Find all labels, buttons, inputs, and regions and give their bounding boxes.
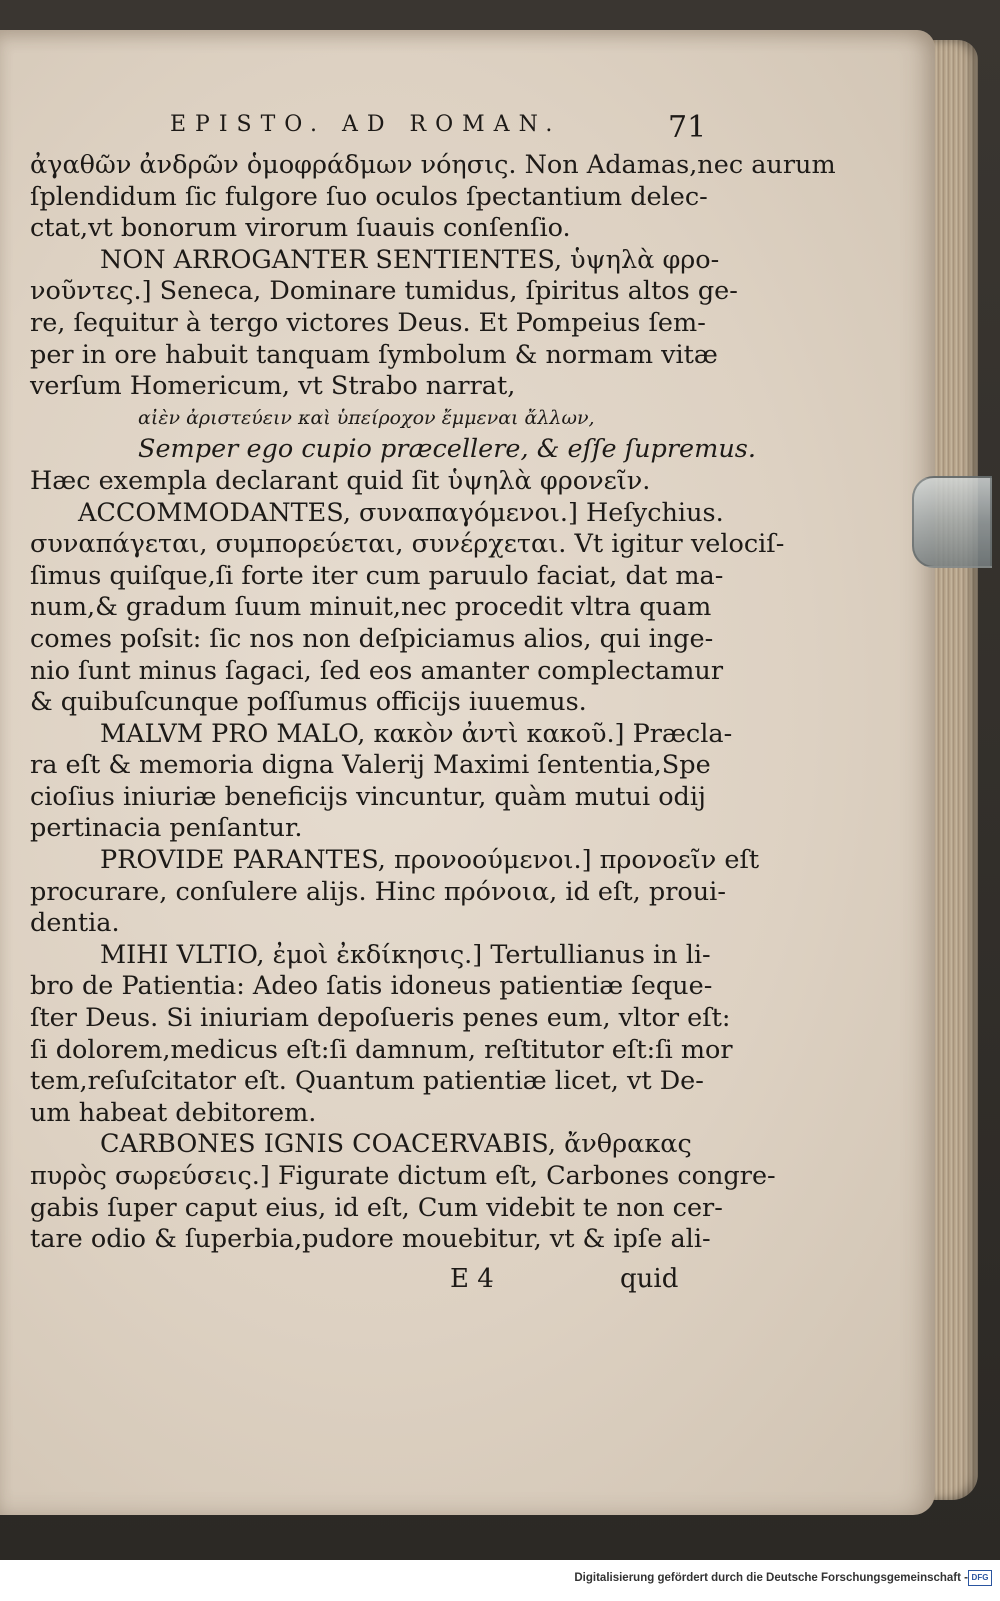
catchword: quid [620, 1264, 679, 1294]
glass-clamp [912, 476, 992, 568]
page-text [30, 150, 836, 1256]
text-line: gabis ſuper caput eius, id eſt, Cum videbit te non cer- [30, 1192, 723, 1223]
text-line: Hæc exempla declarant quid ſit ὑψηλὰ φρονεῖν. [30, 465, 651, 496]
dfg-logo: DFG [968, 1570, 992, 1586]
text-line: comes poſsit: ſic nos non deſpiciamus alios, qui inge- [30, 623, 714, 654]
text-line: ἀγαθῶν ἀνδρῶν ὁμοφράδμων νόησις. Non Adamas,nec aurum [30, 150, 836, 180]
page-number: 71 [668, 110, 707, 145]
text-line: ctat,vt bonorum virorum ſuauis conſenſio. [30, 213, 571, 244]
signature-mark: E 4 [450, 1264, 494, 1294]
text-line: συναπάγεται, συμπορεύεται, συνέρχεται. Vt igitur velociſ- [30, 529, 785, 560]
text-line: NON ARROGANTER SENTIENTES, ὑψηλὰ φρο- [100, 244, 720, 275]
text-line: per in ore habuit tanquam ſymbolum & normam vitæ [30, 339, 718, 370]
catchword-line [450, 1264, 678, 1294]
footer-credit: Digitalisierung gefördert durch die Deutsche Forschungsgemeinschaft - [574, 1572, 968, 1584]
text-line: νοῦντες.] Seneca, Dominare tumidus, ſpiritus altos ge- [30, 276, 738, 307]
text-line: pertinacia penſantur. [30, 813, 303, 844]
footer-bar [0, 1560, 1000, 1601]
text-line: ſimus quiſque,ſi forte iter cum paruulo faciat, dat ma- [30, 560, 724, 591]
text-line: PROVIDE PARANTES, προνοούμενοι.] προνοεῖν eſt [100, 845, 760, 876]
text-line: dentia. [30, 908, 120, 939]
text-line: ſter Deus. Si iniuriam depoſueris penes eum, vltor eſt: [30, 1003, 731, 1034]
text-line: MALVM PRO MALO, κακὸν ἀντὶ κακοῦ.] Præcla- [100, 718, 733, 749]
text-line: ACCOMMODANTES, συναπαγόμενοι.] Heſychius. [78, 497, 724, 528]
text-line: πυρὸς σωρεύσεις.] Figurate dictum eſt, Carbones congre- [30, 1161, 776, 1191]
text-line: tare odio & ſuperbia,pudore mouebitur, vt & ipſe ali- [30, 1224, 711, 1255]
text-line: ſplendidum ſic fulgore ſuo oculos ſpectantium delec- [30, 181, 708, 212]
text-line: cioſius iniuriæ beneficijs vincuntur, quàm mutui odij [30, 781, 706, 812]
text-line: MIHI VLTIO, ἐμοὶ ἐκδίκησις.] Tertullianus in li- [100, 939, 711, 970]
text-line: bro de Patientia: Adeo ſatis idoneus patientiæ ſeque- [30, 971, 713, 1002]
running-head: EPISTO. AD ROMAN. [170, 112, 562, 137]
text-line: nio ſunt minus ſagaci, ſed eos amanter complectamur [30, 655, 724, 686]
text-line: re, ſequitur à tergo victores Deus. Et Pompeius ſem- [30, 307, 706, 338]
text-line: CARBONES IGNIS COACERVABIS, ἄνθρακας [100, 1129, 692, 1160]
text-line: Semper ego cupio præcellere, & eſſe ſupremus. [138, 434, 756, 465]
book-fore-edge [930, 40, 978, 1500]
text-line: αἰὲν ἀριστεύειν καὶ ὑπείροχον ἔμμεναι ἄλλων, [138, 406, 595, 429]
text-line: verſum Homericum, vt Strabo narrat, [30, 371, 516, 402]
text-line: & quibuſcunque poſſumus officijs iuuemus. [30, 687, 587, 718]
text-line: tem,reſuſcitator eſt. Quantum patientiæ licet, vt De- [30, 1066, 704, 1097]
text-lines [30, 150, 836, 1256]
text-line: ſi dolorem,medicus eſt:ſi damnum, reſtitutor eſt:ſi mor [30, 1034, 733, 1065]
text-line: ra eſt & memoria digna Valerij Maximi ſententia,Spe [30, 750, 711, 781]
text-line: procurare, conſulere alijs. Hinc πρόνοια, id eſt, proui- [30, 876, 726, 907]
text-line: num,& gradum ſuum minuit,nec procedit vltra quam [30, 592, 712, 623]
text-line: um habeat debitorem. [30, 1097, 317, 1128]
